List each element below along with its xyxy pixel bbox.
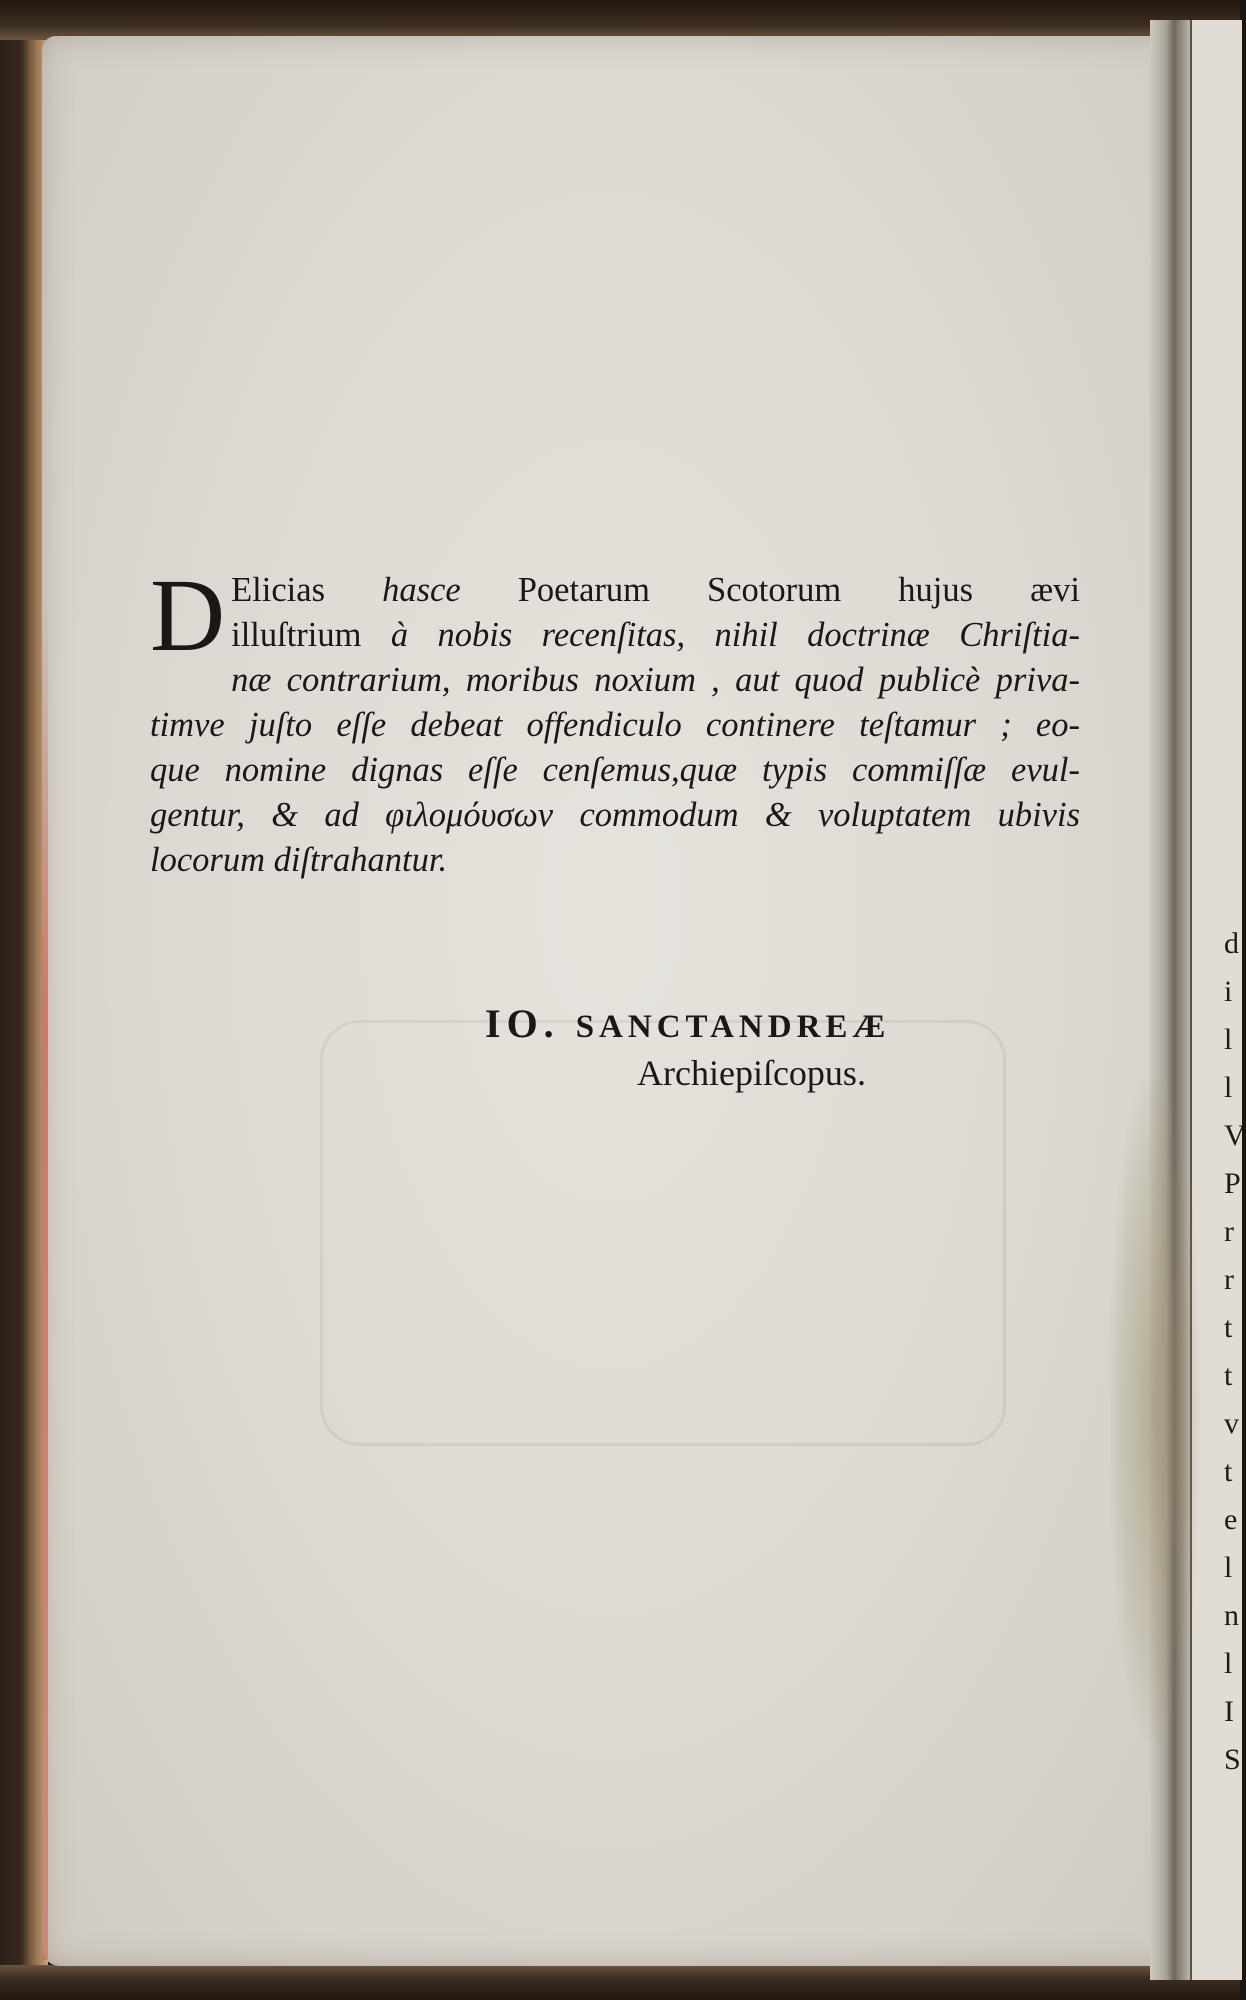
signature-prefix: IO. xyxy=(485,1001,560,1046)
water-stain xyxy=(1110,1080,1200,1740)
approbation-line-4: timve juſto eſſe debeat offendiculo continere teſtamur ; eo- xyxy=(150,706,1080,744)
approbation-line-7: locorum diſtrahantur. xyxy=(150,841,448,879)
approbation-line-2: illuſtrium à nobis recenſitas, nihil doctrinæ Chriſtia- xyxy=(231,616,1080,654)
facing-page-edge-letters: d i l l V P r r t t v t e l n l I S xyxy=(1224,927,1246,1776)
drop-cap: D xyxy=(150,558,226,673)
book-binding-left xyxy=(0,0,48,2000)
approbation-line-6: gentur, & ad φιλομόυσων commodum & voluptatem ubivis xyxy=(150,796,1080,834)
approbation-text xyxy=(150,558,1080,883)
signature-name xyxy=(485,1000,890,1047)
approbation-line-3: næ contrarium, moribus noxium , aut quod publicè priva- xyxy=(231,661,1080,699)
approbation-line-5: que nomine dignas eſſe cenſemus,quæ typis commiſſæ evul- xyxy=(150,751,1080,789)
signature-title: Archiepiſcopus. xyxy=(637,1053,866,1093)
signature-see: SANCTANDREÆ xyxy=(575,1009,891,1045)
book-binding-top xyxy=(0,0,1240,40)
red-page-edge xyxy=(42,600,48,1960)
book-binding-bottom xyxy=(0,1965,1240,2000)
approbation-line-1: Elicias hasce Poetarum Scotorum hujus ævi xyxy=(231,571,1080,609)
